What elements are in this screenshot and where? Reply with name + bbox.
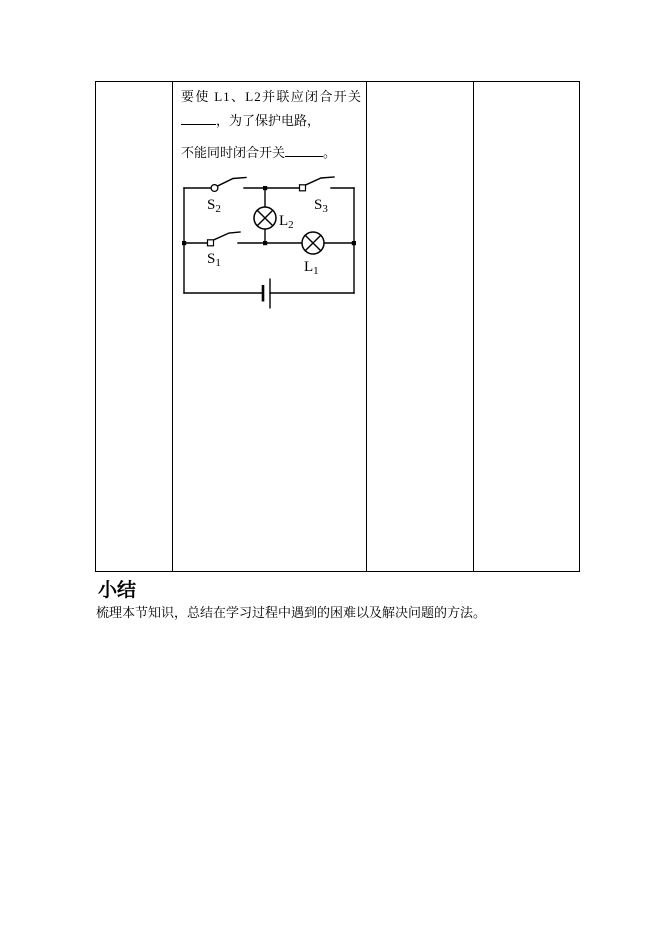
summary-heading: 小结 bbox=[98, 580, 137, 601]
blank-line-1 bbox=[181, 112, 216, 125]
table-cell-empty-2 bbox=[367, 82, 474, 571]
question-text bbox=[181, 85, 362, 165]
table-cell-empty-1 bbox=[96, 82, 173, 571]
table-cell-question bbox=[173, 82, 367, 571]
question-line-3 bbox=[181, 141, 362, 165]
lamp-l1 bbox=[302, 232, 324, 277]
question-line-2 bbox=[181, 109, 362, 133]
switch-s2 bbox=[207, 178, 246, 216]
switch-s2-label: $S_2$ bbox=[207, 197, 221, 215]
lamp-l2 bbox=[254, 207, 294, 231]
switch-s3 bbox=[300, 177, 335, 215]
question-line-3-prefix: 不能同时闭合开关 bbox=[181, 145, 286, 160]
circuit-diagram bbox=[178, 170, 358, 315]
blank-line-2 bbox=[285, 144, 323, 157]
battery-icon bbox=[263, 279, 270, 309]
worksheet-table bbox=[95, 81, 580, 572]
switch-s1-label: $S_1$ bbox=[207, 251, 221, 269]
lamp-l1-label: $L_1$ bbox=[304, 259, 319, 277]
question-line-3-suffix: 。 bbox=[323, 145, 337, 160]
switch-s3-label: $S_3$ bbox=[314, 197, 328, 215]
question-line-2-text: ，为了保护电路， bbox=[216, 113, 321, 128]
table-cell-empty-3 bbox=[474, 82, 580, 571]
summary-body: 梳理本节知识，总结在学习过程中遇到的困难以及解决问题的方法。 bbox=[96, 605, 487, 620]
question-line-1: 要使 L1、L2并联应闭合开关 bbox=[181, 89, 362, 104]
lamp-l2-label: $L_2$ bbox=[279, 213, 294, 231]
switch-s1 bbox=[207, 232, 240, 269]
